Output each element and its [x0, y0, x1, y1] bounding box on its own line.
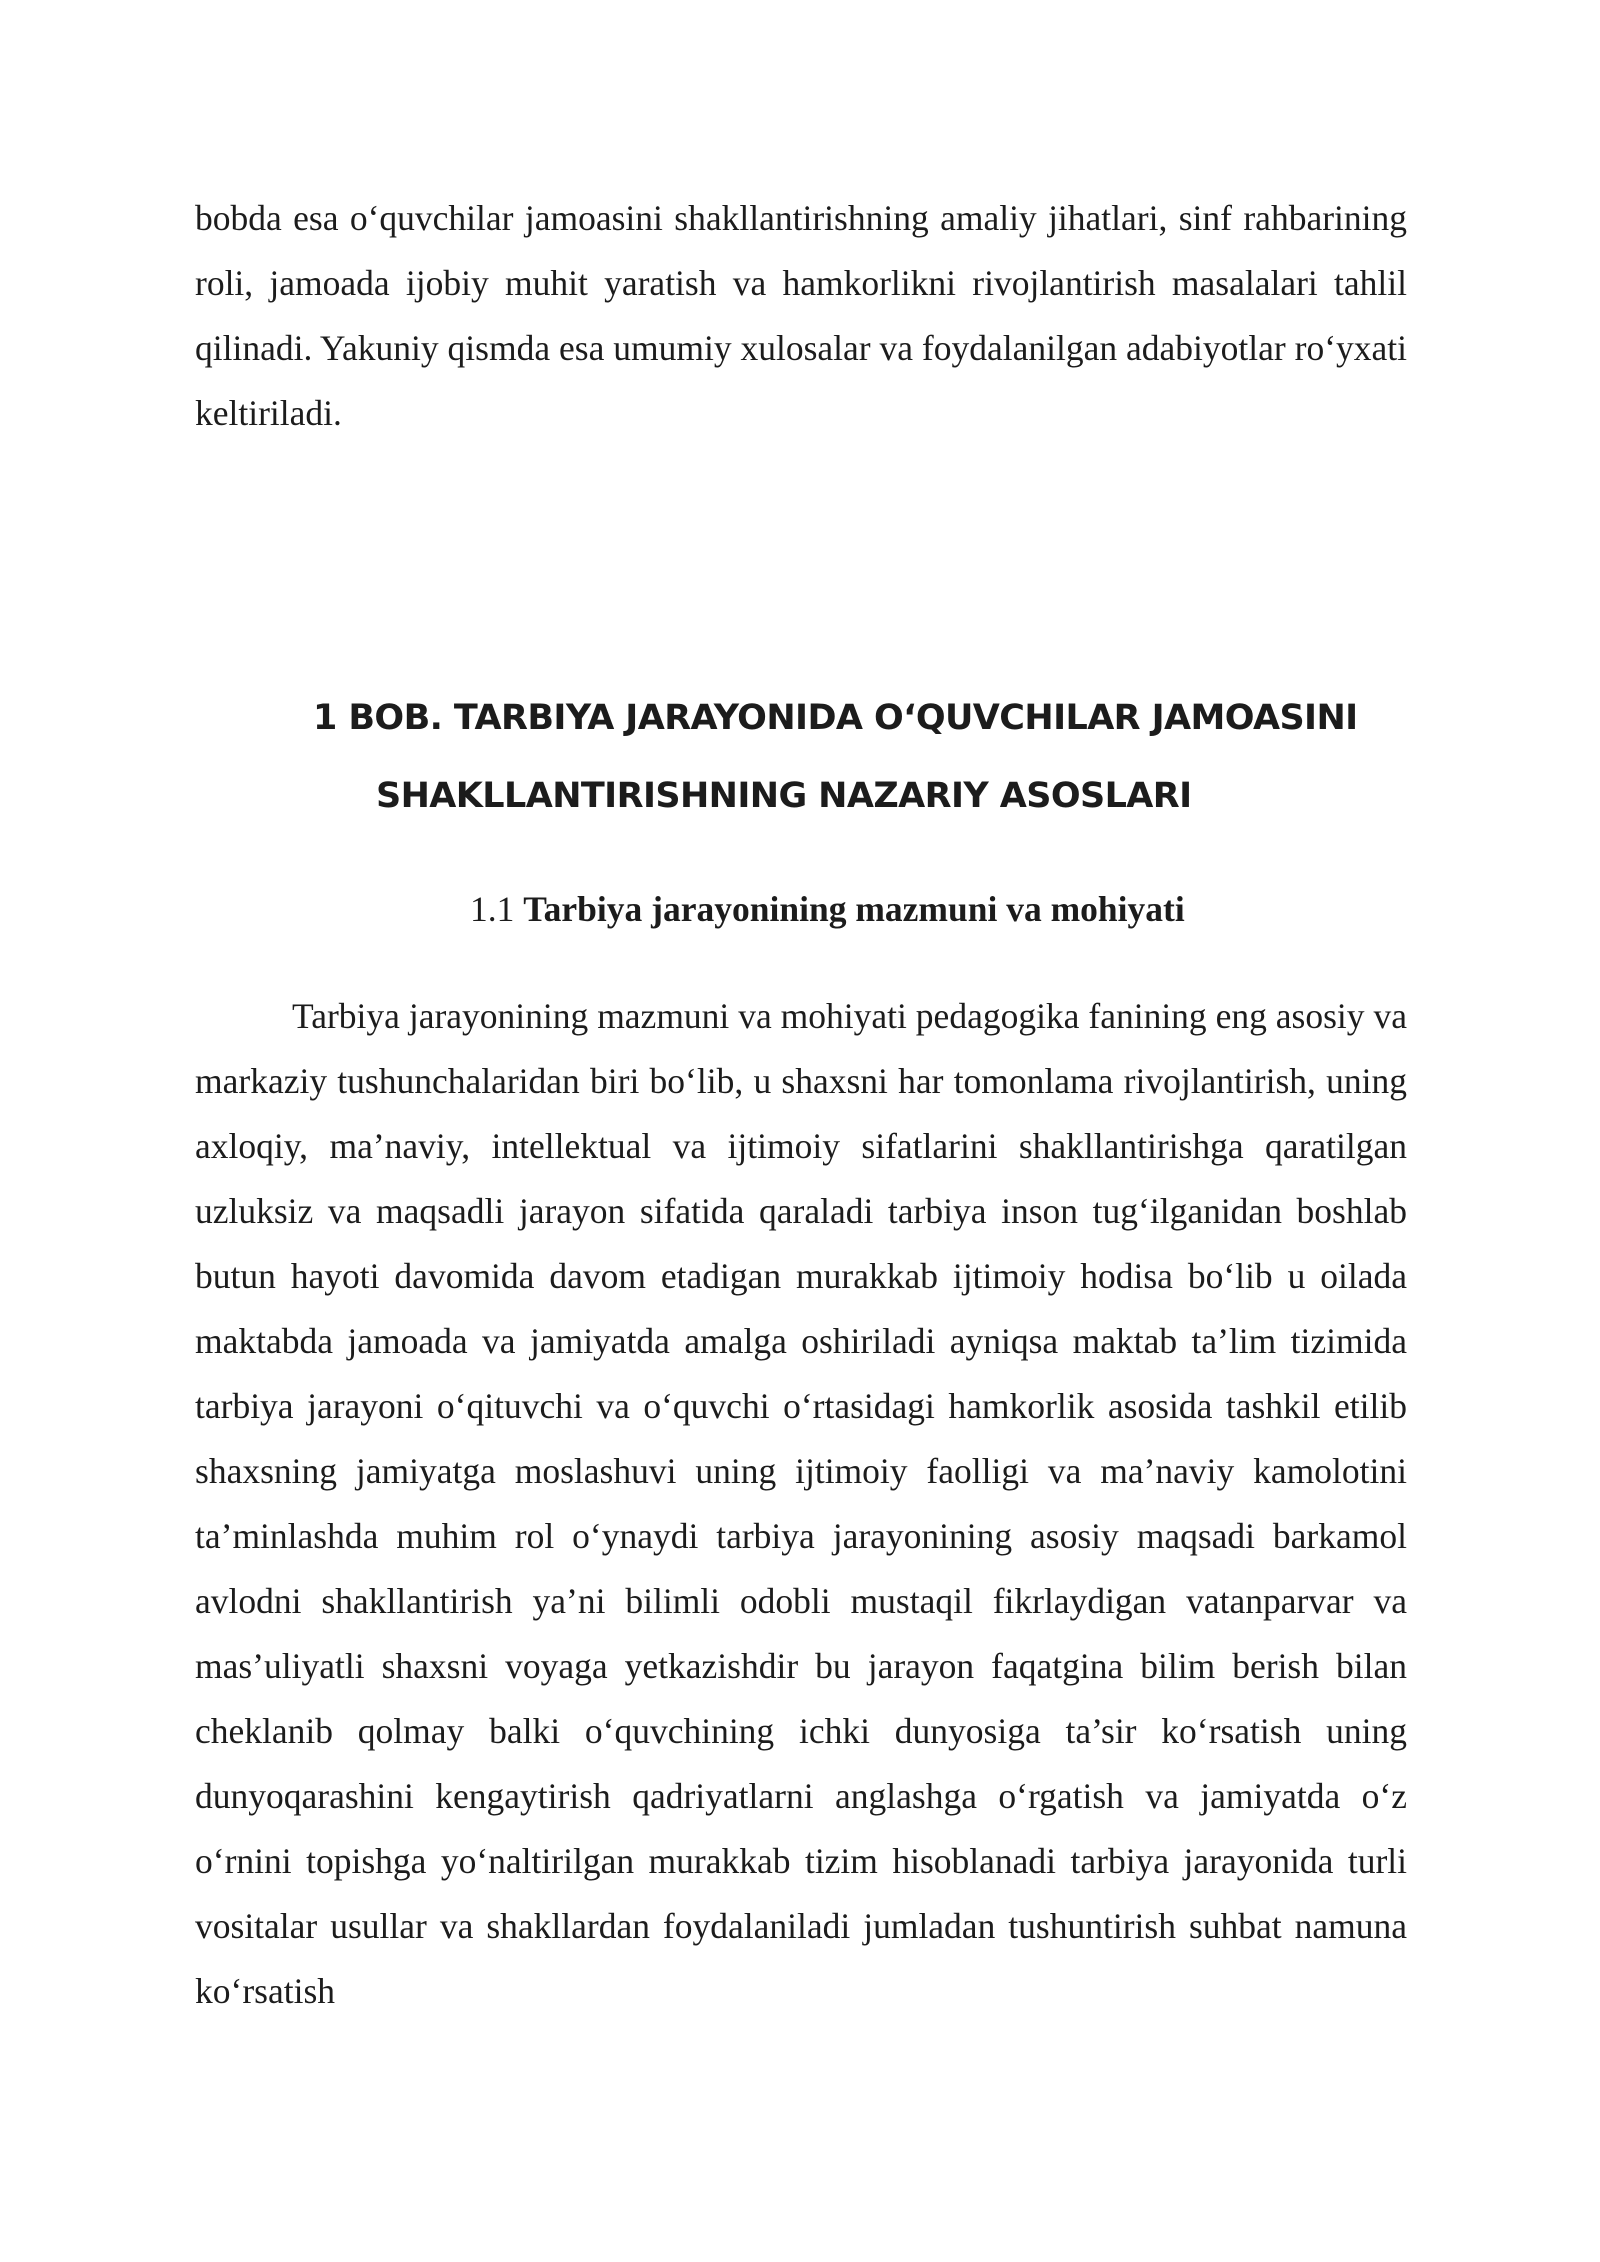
section-title: Tarbiya jarayonining mazmuni va mohiyati: [523, 889, 1185, 929]
chapter-heading-line-2: SHAKLLANTIRISHNING NAZARIY ASOSLARI: [376, 776, 1192, 816]
intro-paragraph: bobda esa o‘quvchilar jamoasini shakllantirishning amaliy jihatlari, sinf rahbarining roli, jamoada ijobiy muhit yaratish va hamkorlikni rivojlantirish masalalari tahlil qilinadi. Yakuniy qismda esa umumiy xulosalar va foydalanilgan adabiyotlar ro‘yxati keltiriladi.: [195, 198, 1407, 433]
chapter-heading-line-1: 1 BOB. TARBIYA JARAYONIDA O‘QUVCHILAR JAMOASINI: [313, 698, 1358, 738]
section-number: 1.1: [470, 889, 515, 929]
section-heading: [470, 888, 1185, 930]
body-paragraph: Tarbiya jarayonining mazmuni va mohiyati pedagogika fanining eng asosiy va markaziy tushunchalaridan biri bo‘lib, u shaxsni har tomonlama rivojlantirish, uning axloqiy, ma’naviy, intellektual va ijtimoiy sifatlarini shakllantirishga qaratilgan uzluksiz va maqsadli jarayon sifatida qaraladi tarbiya inson tug‘ilganidan boshlab butun hayoti davomida davom etadigan murakkab ijtimoiy hodisa bo‘lib u oilada maktabda jamoada va jamiyatda amalga oshiriladi ayniqsa maktab ta’lim tizimida tarbiya jarayoni o‘qituvchi va o‘quvchi o‘rtasidagi hamkorlik asosida tashkil etilib shaxsning jamiyatga moslashuvi uning ijtimoiy faolligi va ma’naviy kamolotini ta’minlashda muhim rol o‘ynaydi tarbiya jarayonining asosiy maqsadi barkamol avlodni shakllantirish ya’ni bilimli odobli mustaqil fikrlaydigan vatanparvar va mas’uliyatli shaxsni voyaga yetkazishdir bu jarayon faqatgina bilim berish bilan cheklanib qolmay balki o‘quvchining ichki dunyosiga ta’sir ko‘rsatish uning dunyoqarashini kengaytirish qadriyatlarni anglashga o‘rgatish va jamiyatda o‘z o‘rnini topishga yo‘naltirilgan murakkab tizim hisoblanadi tarbiya jarayonida turli vositalar usullar va shakllardan foydalaniladi jumladan tushuntirish suhbat namuna ko‘rsatish: [195, 996, 1407, 2011]
